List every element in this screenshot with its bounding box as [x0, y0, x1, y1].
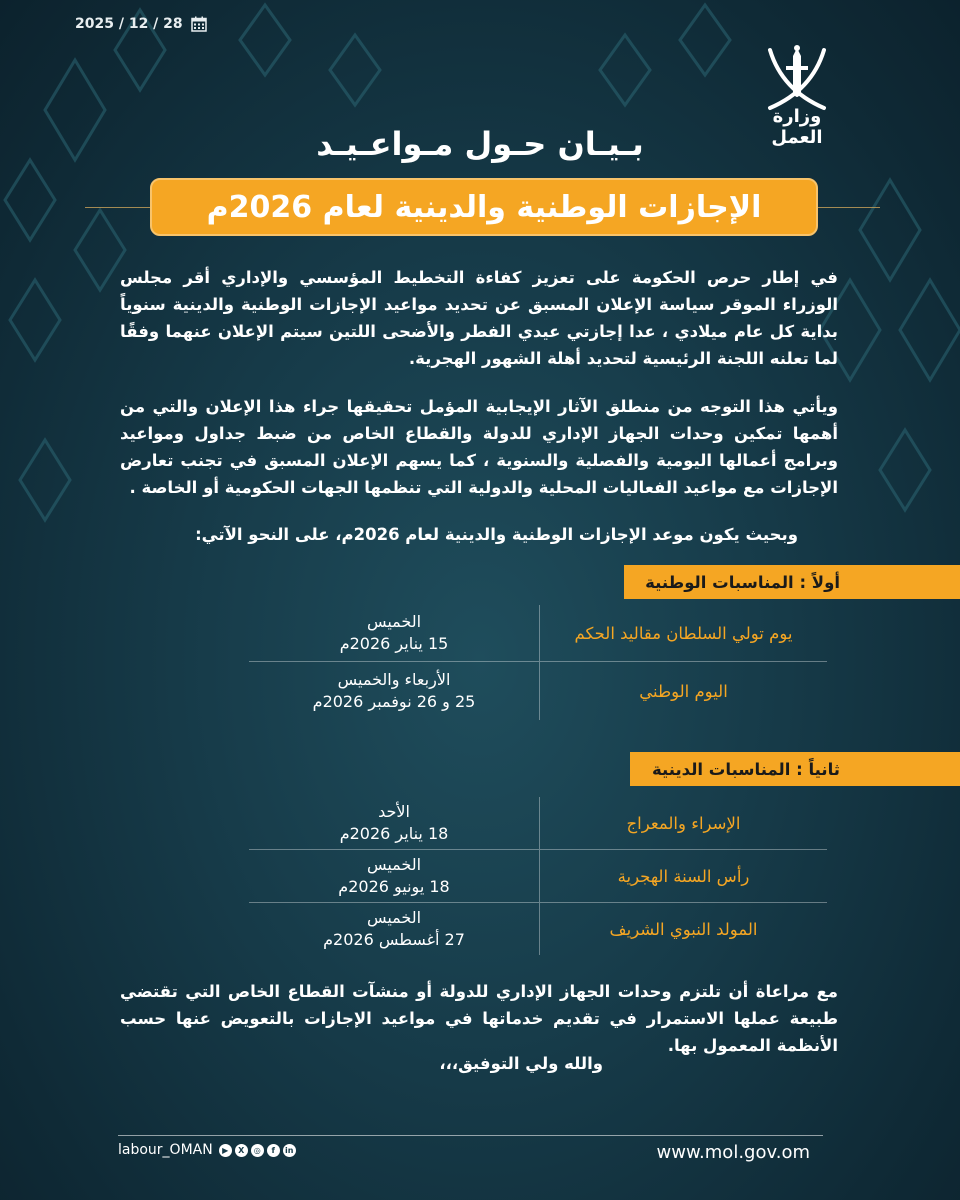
- date-text: 18 يونيو 2026م: [338, 877, 450, 896]
- table-cell-date: [249, 797, 539, 850]
- logo-text: وزارة العمل: [771, 106, 823, 148]
- day-text: الأحد: [378, 802, 410, 821]
- religious-table: [249, 797, 827, 955]
- table-cell-event: الإسراء والمعراج: [539, 797, 827, 850]
- day-text: الخميس: [366, 908, 422, 927]
- date-text: 27 أغسطس 2026م: [323, 930, 465, 949]
- header-date: [75, 16, 207, 32]
- handle-text[interactable]: labour_OMAN: [118, 1142, 213, 1158]
- table-cell-date: [249, 662, 539, 720]
- linkedin-icon[interactable]: in: [283, 1144, 296, 1157]
- instagram-icon[interactable]: ◎: [251, 1144, 264, 1157]
- closing-paragraph: مع مراعاة أن تلتزم وحدات الجهاز الإداري للدولة أو منشآت القطاع الخاص التي تقتضي طبيعة عملها الاستمرار في تقديم خدماتها في مواعيد الإجازات بالتعويض عنها حسب الأنظمة المعمول بها.: [120, 982, 838, 1055]
- table-cell-date: [249, 850, 539, 903]
- schedule-intro: وبحيث يكون موعد الإجازات الوطنية والدينية لعام 2026م، على النحو الآتي:: [195, 525, 798, 544]
- religious-heading: ثانياً : المناسبات الدينية: [652, 759, 840, 779]
- table-cell-event: المولد النبوي الشريف: [539, 903, 827, 955]
- intro-paragraph: في إطار حرص الحكومة على تعزيز كفاءة التخطيط المؤسسي والإداري أقر مجلس الوزراء الموقر سياسة الإعلان المسبق عن تحديد مواعيد الإجازات الوطنية والدينية سنوياً بداية كل عام ميلادي ، عدا إجازتي عيدي الفطر والأضحى اللتين سيتم الإعلان عنهما وفقًا لما تعلنه اللجنة الرئيسية لتحديد أهلة الشهور الهجرية.: [120, 268, 838, 368]
- table-cell-date: [249, 605, 539, 662]
- title-banner: [150, 178, 818, 236]
- date-text: 18 يناير 2026م: [339, 824, 449, 843]
- table-cell-event: رأس السنة الهجرية: [539, 850, 827, 903]
- date-text: 2025 / 12 / 28: [75, 16, 183, 32]
- x-icon[interactable]: X: [235, 1144, 248, 1157]
- page-title: بـيـان حـول مـواعـيـد: [316, 125, 644, 163]
- calendar-icon: [191, 16, 207, 32]
- facebook-icon[interactable]: f: [267, 1144, 280, 1157]
- religious-heading-tag: [630, 752, 960, 786]
- youtube-icon[interactable]: ▶: [219, 1144, 232, 1157]
- second-paragraph: ويأتي هذا التوجه من منطلق الآثار الإيجابية المؤمل تحقيقها جراء هذا الإعلان والتي من أهمها تمكين وحدات الجهاز الإداري للدولة والقطاع الخاص من ضبط جداول ومواعيد وبرامج أعمالها اليومية والفصلية والسنوية ، كما يسهم الإعلان المسبق في تجنب تعارض الإجازات مع مواعيد الفعاليات المحلية والدولية التي تنظمها الجهات الحكومية أو الخاصة .: [120, 397, 838, 497]
- table-cell-event: يوم تولي السلطان مقاليد الحكم: [539, 605, 827, 662]
- signoff: والله ولي التوفيق،،،: [439, 1054, 603, 1073]
- banner-text: الإجازات الوطنية والدينية لعام 2026م: [206, 189, 762, 225]
- national-heading: أولاً : المناسبات الوطنية: [645, 572, 840, 592]
- day-text: الخميس: [366, 612, 422, 631]
- table-cell-date: [249, 903, 539, 955]
- social-handle: [118, 1142, 296, 1158]
- day-text: الخميس: [366, 855, 422, 874]
- day-text: الأربعاء والخميس: [337, 670, 451, 689]
- date-text: 25 و 26 نوفمبر 2026م: [312, 692, 476, 711]
- table-cell-event: اليوم الوطني: [539, 662, 827, 720]
- footer-divider: [118, 1135, 823, 1136]
- date-text: 15 يناير 2026م: [339, 634, 449, 653]
- national-table: [249, 605, 827, 720]
- national-heading-tag: [624, 565, 960, 599]
- website-link[interactable]: www.mol.gov.om: [656, 1142, 810, 1163]
